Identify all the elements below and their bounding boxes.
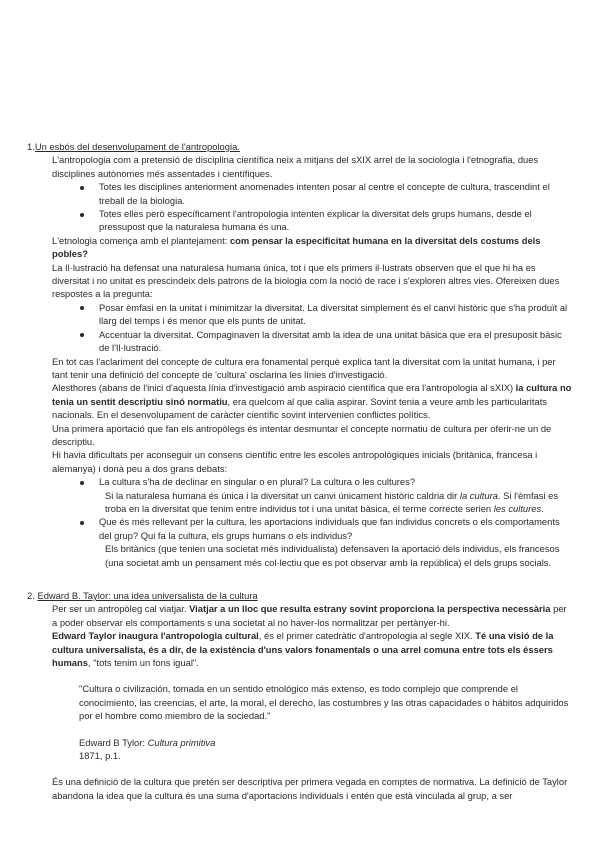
s1-bullet-2-text: Totes elles però específicament l'antropologia intenten explicar la diversitat dels grups humans, desde el pressupost que la naturalesa humana és una. bbox=[99, 208, 532, 233]
q1-ans-italic-2: les cultures bbox=[493, 502, 542, 514]
s2-p2-bold-2: Té una visió de la cultura universalista, és a dir, de la existència d'uns valors fonamentals o una arrel comuna entre tots els éssers humans bbox=[52, 630, 554, 669]
bullet-dot-icon bbox=[67, 207, 97, 234]
s1-bullet-2 bbox=[27, 207, 572, 234]
s1-bullet-3-text: Posar èmfasi en la unitat i minimitzar la diversitat. La diversitat simplement és el canvi històric que s'ha produït al llarg del temps i és menor que els punts de unitat. bbox=[99, 301, 568, 327]
s1-bullet-4-text: Accentuar la diversitat. Compaginaven la diversitat amb la idea de una unitat bàsica que era el presuposit bàsic de l'Il·lustració. bbox=[99, 328, 562, 354]
section-2-title: Edward B. Taylor: una idea universalista de la cultura bbox=[37, 590, 258, 601]
s1-question-2-answer: Els britànics (que tenien una societat més individualista) defensaven la aportació dels individus, els francesos (una societat amb un pensament més col·lectiu que es pot observar amb la república) el dels grups socials. bbox=[105, 543, 560, 568]
citation-work: Cultura primitiva bbox=[147, 736, 216, 748]
document-body bbox=[27, 140, 572, 802]
quote-citation bbox=[27, 736, 572, 749]
s2-p1-b: per a poder observar els comportaments s una societat al no haver-los normalitzar per pertànyer-hi. bbox=[52, 603, 567, 628]
s1-paragraph-7: Hi havia dificultats per aconseguir un consens científic entre les escoles antropològiques inicials (britànica, francesa i alemanya) i donà peu a dos grans debats: bbox=[52, 449, 538, 474]
s2-p1-a: Per ser un antropòleg cal viatjar. bbox=[52, 603, 190, 615]
citation-year: 1871, p.1. bbox=[79, 750, 121, 762]
s1-question-1-text: La cultura s'ha de declinar en singular o en plural? La cultura o les cultures? bbox=[99, 476, 416, 488]
s2-paragraph-3: És una definició de la cultura que pretén ser descriptiva per primera vegada en comptes de normativa. La definició de Taylor abandona la idea que la cultura és una suma d'aportacions individuals i entén que està vinculada al grup, a ser bbox=[52, 776, 568, 801]
s1-question-1-answer bbox=[27, 489, 572, 516]
bullet-dot-icon bbox=[67, 475, 97, 488]
s1-p2-plain: L'etnologia comença amb el plantejament: bbox=[52, 234, 230, 246]
s1-paragraph-2 bbox=[27, 234, 572, 261]
section-2-heading bbox=[27, 589, 572, 602]
s1-question-1 bbox=[27, 475, 572, 488]
s1-question-2 bbox=[27, 515, 572, 542]
q1-ans-a: Si la naturalesa humana és única i la diversitat un canvi únicament històric caldria dir bbox=[105, 489, 460, 501]
s1-paragraph-4: En tot cas l'aclariment del concepte de cultura era fonamental perquè explica tant la diversitat com la unitat humana, i per tant tenir una definició del concepte de 'cultura' osclarina les línies d'investigació. bbox=[52, 355, 556, 380]
s2-p2-bold-1: Edward Taylor inaugura l'antropologia cultural bbox=[52, 630, 259, 642]
s2-p1-bold: Viatjar a un lloc que resulta estrany sovint proporciona la perspectiva necessària bbox=[189, 603, 551, 615]
s2-p2-a: , és el primer catedràtic d'antropologia al segle XIX. bbox=[258, 630, 476, 642]
bullet-dot-icon bbox=[67, 328, 97, 355]
section-1-number: 1. bbox=[27, 141, 35, 152]
s2-paragraph-2 bbox=[27, 629, 572, 669]
s1-p2-bold: com pensar la especificitat humana en la diversitat dels costums dels pobles? bbox=[52, 234, 541, 260]
section-1-title: Un esbós del desenvolupament de l'antropologia. bbox=[34, 141, 240, 152]
bullet-dot-icon bbox=[67, 301, 97, 328]
s1-paragraph-1: L'antropologia com a pretensió de disciplina científica neix a mitjans del sXIX arrel de la sociologia i l'etnografia, dues disciplines autònomes més assentades i científiques. bbox=[52, 154, 539, 179]
bullet-dot-icon bbox=[67, 515, 97, 542]
section-2-number: 2. bbox=[27, 590, 35, 601]
s1-bullet-4 bbox=[27, 328, 572, 355]
bullet-dot-icon bbox=[67, 180, 97, 207]
s1-question-2-text: Que és més rellevant per la cultura, les aportacions individuals que fan individus concrets o els comportaments del grup? Qui fa la cultura, els grups humans o els individus? bbox=[99, 516, 560, 541]
s1-bullet-1-text: Totes les disciplines anteriorment anomenades intenten posar al centre el concepte de cultura, trascendint el treball de la biologia. bbox=[99, 181, 550, 206]
s1-paragraph-5 bbox=[27, 381, 572, 421]
q1-ans-b: . Si l'èmfasi es troba en la diversitat que tenim entre individus tot i una unitat bàsica, el terme correcte serien bbox=[105, 489, 559, 514]
citation-author: Edward B Tylor: bbox=[79, 736, 148, 748]
q1-ans-c: . bbox=[541, 502, 544, 514]
s1-bullet-3 bbox=[27, 301, 572, 328]
section-1-heading bbox=[27, 140, 572, 153]
s1-paragraph-3: La Il·lustració ha defensat una naturalesa humana única, tot i que els primers il·lustrats observen que el que hi ha es diversitat i no unitat es prescindeix dels patrons de la biologia com la noció de race i s'exploren altres vies. Ofereixen dues respostes a la pregunta: bbox=[52, 261, 560, 300]
s2-p2-b: , "tots tenim un fons igual". bbox=[87, 657, 199, 669]
s1-p5-bold: la cultura no tenia un sentit descriptiu sinó normatiu bbox=[52, 382, 572, 407]
s1-p5-b: , era quelcom al que calia aspirar. Sovint tenia a veure amb les particularitats nacionals. En el desenvolupament de caràcter científic sovint intervenien conflictes polítics. bbox=[52, 395, 547, 421]
tylor-quote: "Cultura o civilización, tomada en un sentido etnológico más extenso, es todo complejo que comprende el conocimiento, las creencias, el arte, la moral, el derecho, las costumbres y las otras capacidades o hábitos adquiridos por el hombre como miembro de la sociedad." bbox=[79, 683, 569, 722]
s2-paragraph-1 bbox=[27, 602, 572, 629]
s1-p5-a: Alesthores (abans de l'inici d'aquesta línia d'investigació amb aspiració científica que era l'antropologia al sXIX) bbox=[52, 382, 516, 394]
s1-paragraph-6: Una primera aportació que fan els antropòlegs és intentar desmuntar el concepte normatiu de cultura per oferir-ne un de descriptiu. bbox=[52, 422, 552, 447]
q1-ans-italic-1: la cultura bbox=[459, 489, 498, 501]
s1-bullet-1 bbox=[27, 180, 572, 207]
